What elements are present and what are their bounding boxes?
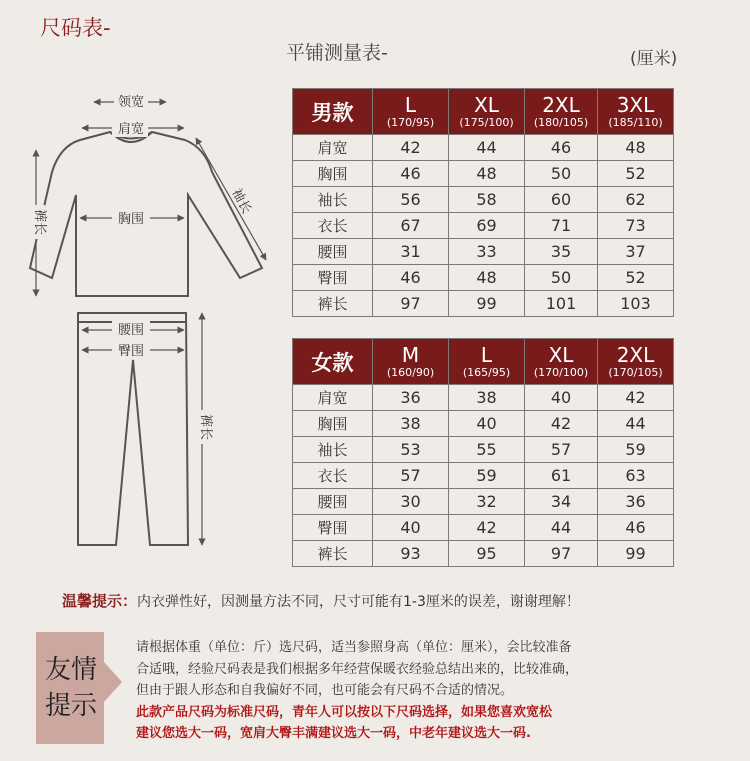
men-header-row xyxy=(293,89,674,135)
garment-diagram xyxy=(0,0,290,560)
table-row: 肩宽 36 38 40 42 xyxy=(293,385,674,411)
page-title: 尺码表- xyxy=(40,16,111,40)
note-line-highlight: 此款产品尺码为标准尺码，青年人可以按以下尺码选择，如果您喜欢宽松 xyxy=(136,704,553,720)
sleeve-length-label: 袖长 xyxy=(228,186,254,217)
men-size-table xyxy=(292,88,674,317)
women-size-table xyxy=(292,338,674,567)
collar-width-label: 领宽 xyxy=(117,95,145,110)
friendly-tip-label: 友情 提示 xyxy=(44,655,97,721)
note-line: 合适哦，经验尺码表是我们根据多年经营保暖衣经验总结出来的，比较准确， xyxy=(136,661,579,677)
table-row: 腰围 31 33 35 37 xyxy=(293,239,674,265)
sizing-note xyxy=(136,637,736,745)
waist-label: 腰围 xyxy=(117,323,145,338)
flat-measure-title: 平铺测量表- xyxy=(286,42,388,64)
size-header: 3XL (185/110) xyxy=(598,89,674,135)
table-row: 衣长 67 69 71 73 xyxy=(293,213,674,239)
table-row: 臀围 46 48 50 52 xyxy=(293,265,674,291)
men-header: 男款 xyxy=(293,89,373,135)
arrow-right-icon xyxy=(104,662,122,702)
size-header: L (165/95) xyxy=(449,339,525,385)
tip-label: 温馨提示： xyxy=(62,592,138,610)
table-row: 裤长 97 99 101 103 xyxy=(293,291,674,317)
table-row: 臀围 40 42 44 46 xyxy=(293,515,674,541)
women-header-row xyxy=(293,339,674,385)
top-length-label: 裤长 xyxy=(32,208,47,236)
measure-lines xyxy=(36,102,266,545)
table-row: 袖长 53 55 57 59 xyxy=(293,437,674,463)
size-header: XL (170/100) xyxy=(525,339,598,385)
table-row: 腰围 30 32 34 36 xyxy=(293,489,674,515)
size-header: L (170/95) xyxy=(373,89,449,135)
table-row: 衣长 57 59 61 63 xyxy=(293,463,674,489)
table-row: 裤长 93 95 97 99 xyxy=(293,541,674,567)
tip-line xyxy=(62,590,580,611)
size-header: XL (175/100) xyxy=(449,89,525,135)
chest-label: 胸围 xyxy=(117,212,145,227)
table-row: 肩宽 42 44 46 48 xyxy=(293,135,674,161)
size-header: 2XL (170/105) xyxy=(598,339,674,385)
pants-length-label: 裤长 xyxy=(198,413,213,441)
size-header: 2XL (180/105) xyxy=(525,89,598,135)
note-line: 请根据体重（单位：斤）选尺码，适当参照身高（单位：厘米），会比较准备 xyxy=(136,640,572,655)
note-line: 但由于跟人形态和自我偏好不同，也可能会有尺码不合适的情况。 xyxy=(136,683,514,698)
table-row: 胸围 46 48 50 52 xyxy=(293,161,674,187)
hip-label: 臀围 xyxy=(117,344,145,359)
shoulder-width-label: 肩宽 xyxy=(117,122,145,137)
note-line-highlight: 建议您选大一码，宽肩大臀丰满建议选大一码，中老年建议选大一码. xyxy=(136,726,531,741)
measure-labels xyxy=(28,93,255,444)
tip-text: 内衣弹性好，因测量方法不同，尺寸可能有1-3厘米的误差，谢谢理解！ xyxy=(137,594,580,610)
table-row: 袖长 56 58 60 62 xyxy=(293,187,674,213)
unit-label: (厘米) xyxy=(630,49,678,69)
women-header: 女款 xyxy=(293,339,373,385)
size-header: M (160/90) xyxy=(373,339,449,385)
table-row: 胸围 38 40 42 44 xyxy=(293,411,674,437)
